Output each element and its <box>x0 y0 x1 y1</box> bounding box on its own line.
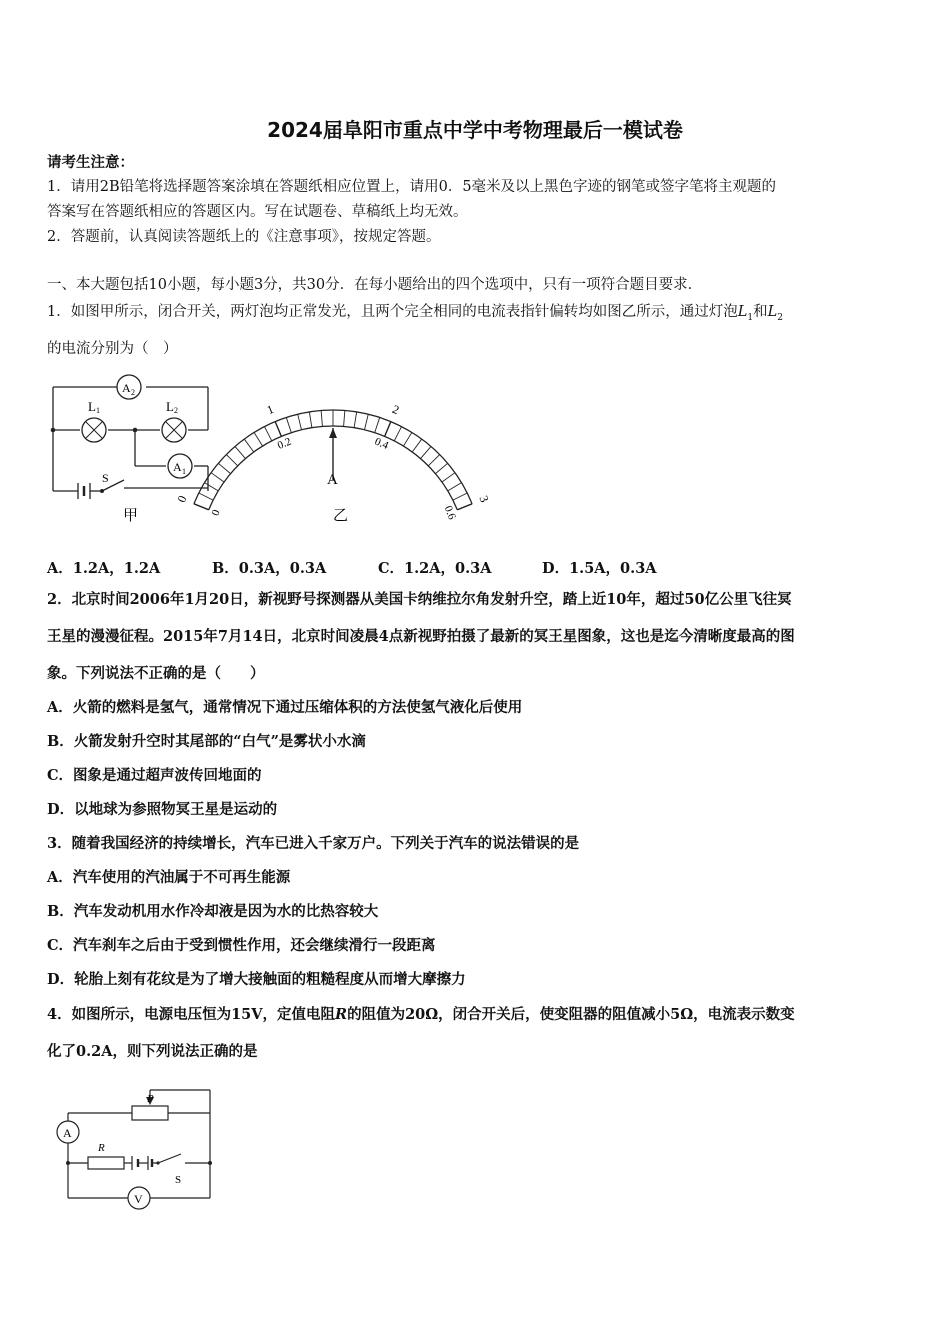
dial-unit-label: A <box>327 472 338 488</box>
q1-and: 和 <box>753 304 768 320</box>
r-symbol: R <box>335 1006 348 1023</box>
rheostat-label: P <box>147 1093 154 1105</box>
lamp-l1-icon <box>82 399 106 442</box>
dial-tick <box>442 473 455 482</box>
q2-stem-line1: 2．北京时间2006年1月20日，新视野号探测器从美国卡纳维拉尔角发射升空，踏上近10年，超过50亿公里飞往冥 <box>47 591 792 608</box>
dial-tick <box>394 427 401 441</box>
q2-stem-line2: 王星的漫漫征程。2015年7月14日，北京时间凌晨4点新视野拍摄了最新的冥王星图象，这也是迄今清晰度最高的图 <box>47 628 795 645</box>
dial-tick <box>275 422 281 437</box>
dial-inner-tick-label: 0 <box>209 508 223 518</box>
q3-option-d: D．轮胎上刻有花纹是为了增大接触面的粗糙程度从而增大摩擦力 <box>47 971 466 988</box>
q4-stem-text-b: 的阻值为20Ω，闭合开关后，使变阻器的阻值减小5Ω，电流表示数变 <box>347 1006 795 1023</box>
dial-tick <box>244 439 253 452</box>
svg-text:A: A <box>63 1126 72 1140</box>
ammeter-dial-figure-yi <box>174 380 492 530</box>
dial-tick <box>365 414 369 430</box>
l1-subscript: 1 <box>747 312 754 323</box>
dial-outer-tick-label: 1 <box>264 401 276 418</box>
switch-s-label: S <box>102 471 109 485</box>
dial-tick <box>435 463 447 473</box>
q3-stem: 3．随着我国经济的持续增长，汽车已进入千家万户。下列关于汽车的说法错误的是 <box>47 835 580 852</box>
dial-tick <box>298 414 302 430</box>
dial-outer-tick-label: 0 <box>174 493 190 505</box>
switch-label: S <box>175 1174 182 1186</box>
dial-tick <box>235 446 245 458</box>
svg-text:2: 2 <box>174 406 178 415</box>
q1-option-c: C．1.2A，0.3A <box>378 560 492 577</box>
dial-tick <box>403 432 411 446</box>
dial-tick <box>264 427 271 441</box>
svg-text:1: 1 <box>182 467 186 476</box>
figure-caption-yi: 乙 <box>333 508 349 524</box>
ammeter-a2-icon <box>117 375 141 399</box>
q4-stem-line1 <box>47 1006 795 1024</box>
q1-option-a: A．1.2A，1.2A <box>47 560 161 577</box>
svg-text:V: V <box>134 1192 143 1206</box>
dial-tick <box>448 483 462 491</box>
q4-stem-text-a: 4．如图所示，电源电压恒为15V，定值电阻 <box>47 1006 336 1023</box>
dial-outer-tick-label: 3 <box>476 493 492 505</box>
voltmeter-icon <box>128 1187 150 1209</box>
notice-line-1: 1．请用2B铅笔将选择题答案涂填在答题纸相应位置上，请用0．5毫米及以上黑色字迹的钢笔或签字笔将主观题的 <box>47 179 777 195</box>
q1-option-b: B．0.3A，0.3A <box>212 560 327 577</box>
dial-tick <box>421 446 431 458</box>
q4-stem-line2: 化了0.2A，则下列说法正确的是 <box>47 1043 258 1060</box>
dial-tick <box>286 417 291 432</box>
svg-text:L: L <box>166 399 174 414</box>
lamp-l2-icon <box>162 399 186 442</box>
resistor-label: R <box>98 1142 105 1154</box>
dial-tick <box>321 410 322 426</box>
q3-option-b: B．汽车发动机用水作冷却液是因为水的比热容较大 <box>47 903 379 920</box>
dial-tick <box>428 455 439 466</box>
q1-option-d: D．1.5A，0.3A <box>542 560 657 577</box>
dial-tick <box>385 422 391 437</box>
svg-text:A: A <box>173 460 182 474</box>
svg-text:2: 2 <box>131 388 135 397</box>
dial-inner-tick-label: 0.2 <box>275 435 294 452</box>
dial-inner-tick-label: 0.6 <box>441 504 458 522</box>
notice-line-2: 2．答题前，认真阅读答题纸上的《注意事项》，按规定答题。 <box>47 229 441 245</box>
notice-line-1b: 答案写在答题纸相应的答题区内。写在试题卷、草稿纸上均无效。 <box>47 204 468 220</box>
q1-stem-line2: 的电流分别为（ ） <box>47 341 178 357</box>
dial-tick <box>226 455 237 466</box>
svg-text:A: A <box>122 381 131 395</box>
dial-tick <box>457 504 472 510</box>
q2-stem-line3: 象。下列说法不正确的是（ ） <box>47 665 265 682</box>
q2-option-d: D．以地球为参照物冥王星是运动的 <box>47 801 278 818</box>
q2-option-b: B．火箭发射升空时其尾部的“白气”是雾状小水滴 <box>47 733 366 750</box>
page-title: 2024届阜阳市重点中学中考物理最后一模试卷 <box>267 118 683 142</box>
q1-stem-line1 <box>47 303 783 327</box>
ammeter-a1-icon <box>168 454 192 478</box>
dial-tick <box>412 439 421 452</box>
dial-tick <box>354 412 357 428</box>
dial-tick <box>309 412 312 428</box>
ammeter-icon <box>57 1121 79 1143</box>
junction-dot <box>133 428 138 433</box>
svg-text:L: L <box>88 399 96 414</box>
q2-option-c: C．图象是通过超声波传回地面的 <box>47 767 262 784</box>
q1-stem-text: 1．如图甲所示，闭合开关，两灯泡均正常发光，且两个完全相同的电流表指针偏转均如图乙所示，通过灯泡 <box>47 304 738 320</box>
dial-tick <box>453 493 467 500</box>
dial-inner-tick-label: 0.4 <box>372 435 391 452</box>
l1-symbol: L <box>737 304 748 320</box>
l2-symbol: L <box>767 304 778 320</box>
dial-tick <box>375 417 380 432</box>
section-heading: 一、本大题包括10小题，每小题3分，共30分．在每小题给出的四个选项中，只有一项符合题目要求． <box>47 277 703 293</box>
notice-heading: 请考生注意： <box>47 154 134 171</box>
figure-caption-jia: 甲 <box>123 508 139 524</box>
dial-tick <box>344 410 345 426</box>
circuit-figure-q4 <box>48 1085 223 1215</box>
svg-text:1: 1 <box>96 406 100 415</box>
q3-option-a: A．汽车使用的汽油属于不可再生能源 <box>47 869 291 886</box>
dial-outer-tick-label: 2 <box>390 401 402 418</box>
dial-tick <box>254 432 262 446</box>
circuit-figure-jia <box>40 370 230 530</box>
q3-option-c: C．汽车刹车之后由于受到惯性作用，还会继续滑行一段距离 <box>47 937 436 954</box>
l2-subscript: 2 <box>777 312 783 323</box>
q2-option-a: A．火箭的燃料是氢气，通常情况下通过压缩体积的方法使氢气液化后使用 <box>47 699 523 716</box>
junction-dot <box>51 428 56 433</box>
